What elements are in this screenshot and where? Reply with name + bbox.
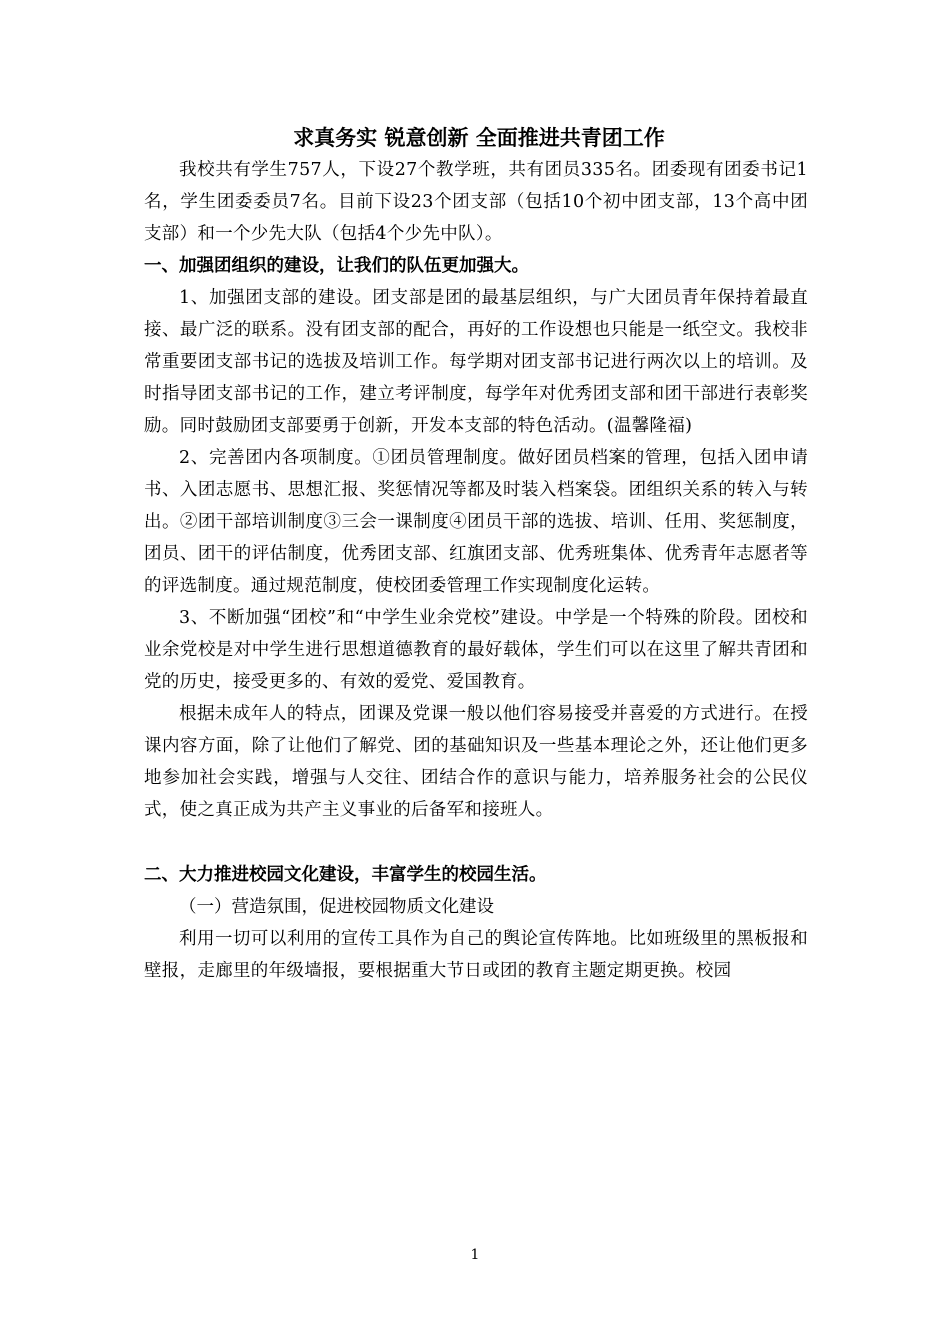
page-number: 1 <box>470 1247 480 1263</box>
document-body <box>144 122 808 987</box>
intro-paragraph: 我校共有学生757人，下设27个教学班，共有团员335名。团委现有团委书记1名，学生团委委员7名。目前下设23个团支部（包括10个初中团支部，13个高中团支部）和一个少先大队（包括4个少先中队）。 <box>144 160 808 244</box>
section-1-paragraph-1: 1、加强团支部的建设。团支部是团的最基层组织，与广大团员青年保持着最直接、最广泛的联系。没有团支部的配合，再好的工作设想也只能是一纸空文。我校非常重要团支部书记的选拔及培训工作。每学期对团支部书记进行两次以上的培训。及时指导团支部书记的工作，建立考评制度，每学年对优秀团支部和团干部进行表彰奖励。同时鼓励团支部要勇于创新，开发本支部的特色活动。(温馨隆福) <box>144 288 808 436</box>
section-2-paragraph-1: 利用一切可以利用的宣传工具作为自己的舆论宣传阵地。比如班级里的黑板报和壁报，走廊里的年级墙报，要根据重大节日或团的教育主题定期更换。校园 <box>144 929 808 981</box>
section-1-heading: 一、加强团组织的建设，让我们的队伍更加强大。 <box>144 256 529 276</box>
section-2-heading: 二、大力推进校园文化建设，丰富学生的校园生活。 <box>144 865 547 885</box>
section-1-paragraph-3: 3、不断加强“团校”和“中学生业余党校”建设。中学是一个特殊的阶段。团校和业余党校是对中学生进行思想道德教育的最好载体，学生们可以在这里了解共青团和党的历史，接受更多的、有效的爱党、爱国教育。 <box>144 608 808 692</box>
section-1-paragraph-2: 2、完善团内各项制度。①团员管理制度。做好团员档案的管理，包括入团申请书、入团志愿书、思想汇报、奖惩情况等都及时装入档案袋。团组织关系的转入与转出。②团干部培训制度③三会一课制度④团员干部的选拔、培训、任用、奖惩制度，团员、团干的评估制度，优秀团支部、红旗团支部、优秀班集体、优秀青年志愿者等的评选制度。通过规范制度，使校团委管理工作实现制度化运转。 <box>144 448 808 596</box>
section-2-subheading: （一）营造氛围，促进校园物质文化建设 <box>179 897 494 917</box>
section-spacer <box>144 826 808 859</box>
document-title: 求真务实 锐意创新 全面推进共青团工作 <box>293 126 665 150</box>
section-1-paragraph-4: 根据未成年人的特点，团课及党课一般以他们容易接受并喜爱的方式进行。在授课内容方面，除了让他们了解党、团的基础知识及一些基本理论之外，还让他们更多地参加社会实践，增强与人交往、团结合作的意识与能力，培养服务社会的公民仪式，使之真正成为共产主义事业的后备军和接班人。 <box>144 704 808 820</box>
